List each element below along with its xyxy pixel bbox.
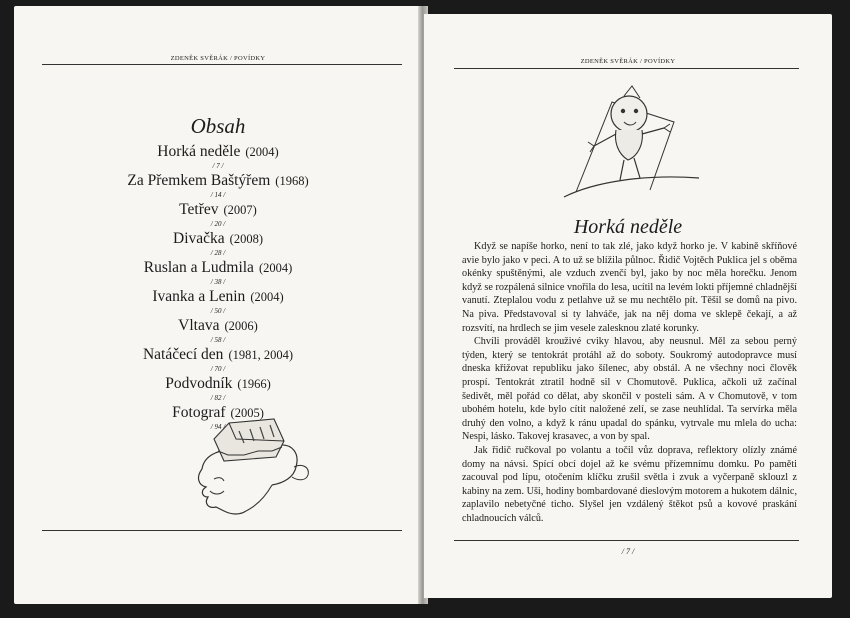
toc-entry-title: Horká neděle [157, 143, 241, 160]
table-of-contents [14, 142, 422, 432]
toc-entry-title: Vltava [178, 317, 220, 334]
toc-entry-title: Podvodník [165, 375, 233, 392]
sun-boy-over-hill-illustration [554, 82, 704, 202]
toc-entry-years: (1966) [237, 377, 271, 391]
toc-entry [14, 374, 422, 394]
toc-entry [14, 258, 422, 278]
toc-entry-page: / 50 / [210, 307, 226, 315]
toc-entry [14, 287, 422, 307]
toc-entry-title: Ivanka a Lenin [152, 288, 246, 305]
toc-entry-page: / 7 / [212, 162, 224, 170]
page-number: / 7 / [621, 547, 635, 556]
toc-entry-page: / 14 / [210, 191, 226, 199]
toc-entry [14, 229, 422, 249]
toc-entry-page: / 94 / [210, 423, 226, 431]
toc-entry [14, 171, 422, 191]
toc-entry-years: (1968) [275, 174, 309, 188]
toc-entry-title: Natáčecí den [142, 346, 224, 363]
toc-entry-years: (2006) [224, 319, 258, 333]
toc-entry-years: (2004) [258, 261, 293, 275]
toc-entry-years: (2004) [245, 145, 279, 159]
right-page [424, 14, 832, 598]
toc-entry [14, 345, 422, 365]
toc-entry-years: (2007) [223, 203, 257, 217]
running-head-right: ZDENĚK SVĚRÁK / POVÍDKY [580, 58, 676, 65]
paragraph: Když se napíše horko, není to tak zlé, jako když horko je. V kabině skříňové avie bylo jako v peci. A to už se blížila půlnoc. Řidič Vojtěch Puklica jel s oběma okénky spuštěnými, ale vzduch zvenčí byl, jako by noc měla horečku. Jenom když se rozpálená silnice vnořila do lesa, ucítil na levém lokti příjemné chladnější vanutí. Zteplalou vodu z petlahve už se mu nechtělo pít. Těšil se domů na pivo. Na piva. Představoval si ty lahváče, jak na něj doma ve sklepě čekají, a až rozsvítí, na hrdlech se jim vesele zalesknou zlaté korunky. [462, 241, 797, 334]
header-rule-right [454, 68, 799, 69]
paragraph: Chvíli prováděl krouživé cviky hlavou, aby neusnul. Měl za sebou perný týden, který se tentokrát protáhl až do soboty. Soukromý autodopravce musí dneska křižovat republiku jako šílenec, aby obstál. A ne všechny noci člověk prospí. Tentokrát ztratil hodně sil v Chomutově. Puklica, ačkoli už začínal šedivět, měl pořád co dělat, aby skončil v posteli sám. A v Chomutově, v tom ubohém hotelu, kde bylo cítit naložené zelí, se zase neuhlídal. Ta servírka měla druhý den volno, a když k ránu upadal do spánku, vytrvale mu mlela do ucha: Nespi, lásko. Takovej krasavec, a von by spal. [462, 336, 797, 443]
toc-title: Obsah [190, 114, 246, 138]
running-head-left: ZDENĚK SVĚRÁK / POVÍDKY [170, 55, 266, 62]
toc-entry-page: / 38 / [210, 278, 226, 286]
paragraph: Jak řidič ručkoval po volantu a točil vůz doprava, reflektory olízly známé domy na návsi. Spící obcí dojel až ke svému přízemnímu domku. Po paměti zacouval pod lípu, otočením klíčku zrušil světla i zvuk a vyčerpaně sklouzl z kabiny na zem. Uši, hodiny bombardované dieslovým motorem a hukotem dálnic, zaplavilo nebetyčné ticho. Slyšel jen vzdálený štěkot psů a kovové praskání chladnoucích válců. [462, 444, 797, 524]
toc-entry-title: Tetřev [179, 201, 219, 218]
toc-entry-page: / 58 / [210, 336, 226, 344]
toc-entry-title: Fotograf [172, 404, 226, 421]
toc-entry-title: Ruslan a Ludmila [143, 259, 254, 276]
chapter-title: Horká neděle [573, 216, 683, 238]
toc-entry-years: (2008) [229, 232, 263, 246]
toc-entry-years: (1981, 2004) [228, 348, 294, 362]
toc-entry-page: / 28 / [210, 249, 226, 257]
toc-entry-page: / 82 / [210, 394, 226, 402]
chapter-body-text [462, 240, 797, 525]
toc-entry [14, 316, 422, 336]
head-with-house-illustration [184, 411, 319, 521]
toc-entry-page: / 70 / [210, 365, 226, 373]
toc-entry-page: / 20 / [210, 220, 226, 228]
toc-entry [14, 200, 422, 220]
footer-rule-right [454, 540, 799, 541]
toc-entry [14, 142, 422, 162]
toc-entry-title: Divačka [173, 230, 225, 247]
left-page [14, 6, 422, 604]
toc-entry-years: (2005) [230, 406, 264, 420]
toc-entry-title: Za Přemkem Baštýřem [127, 172, 271, 189]
toc-entry-years: (2004) [250, 290, 284, 304]
header-rule-left [42, 64, 402, 65]
footer-rule-left [42, 530, 402, 531]
